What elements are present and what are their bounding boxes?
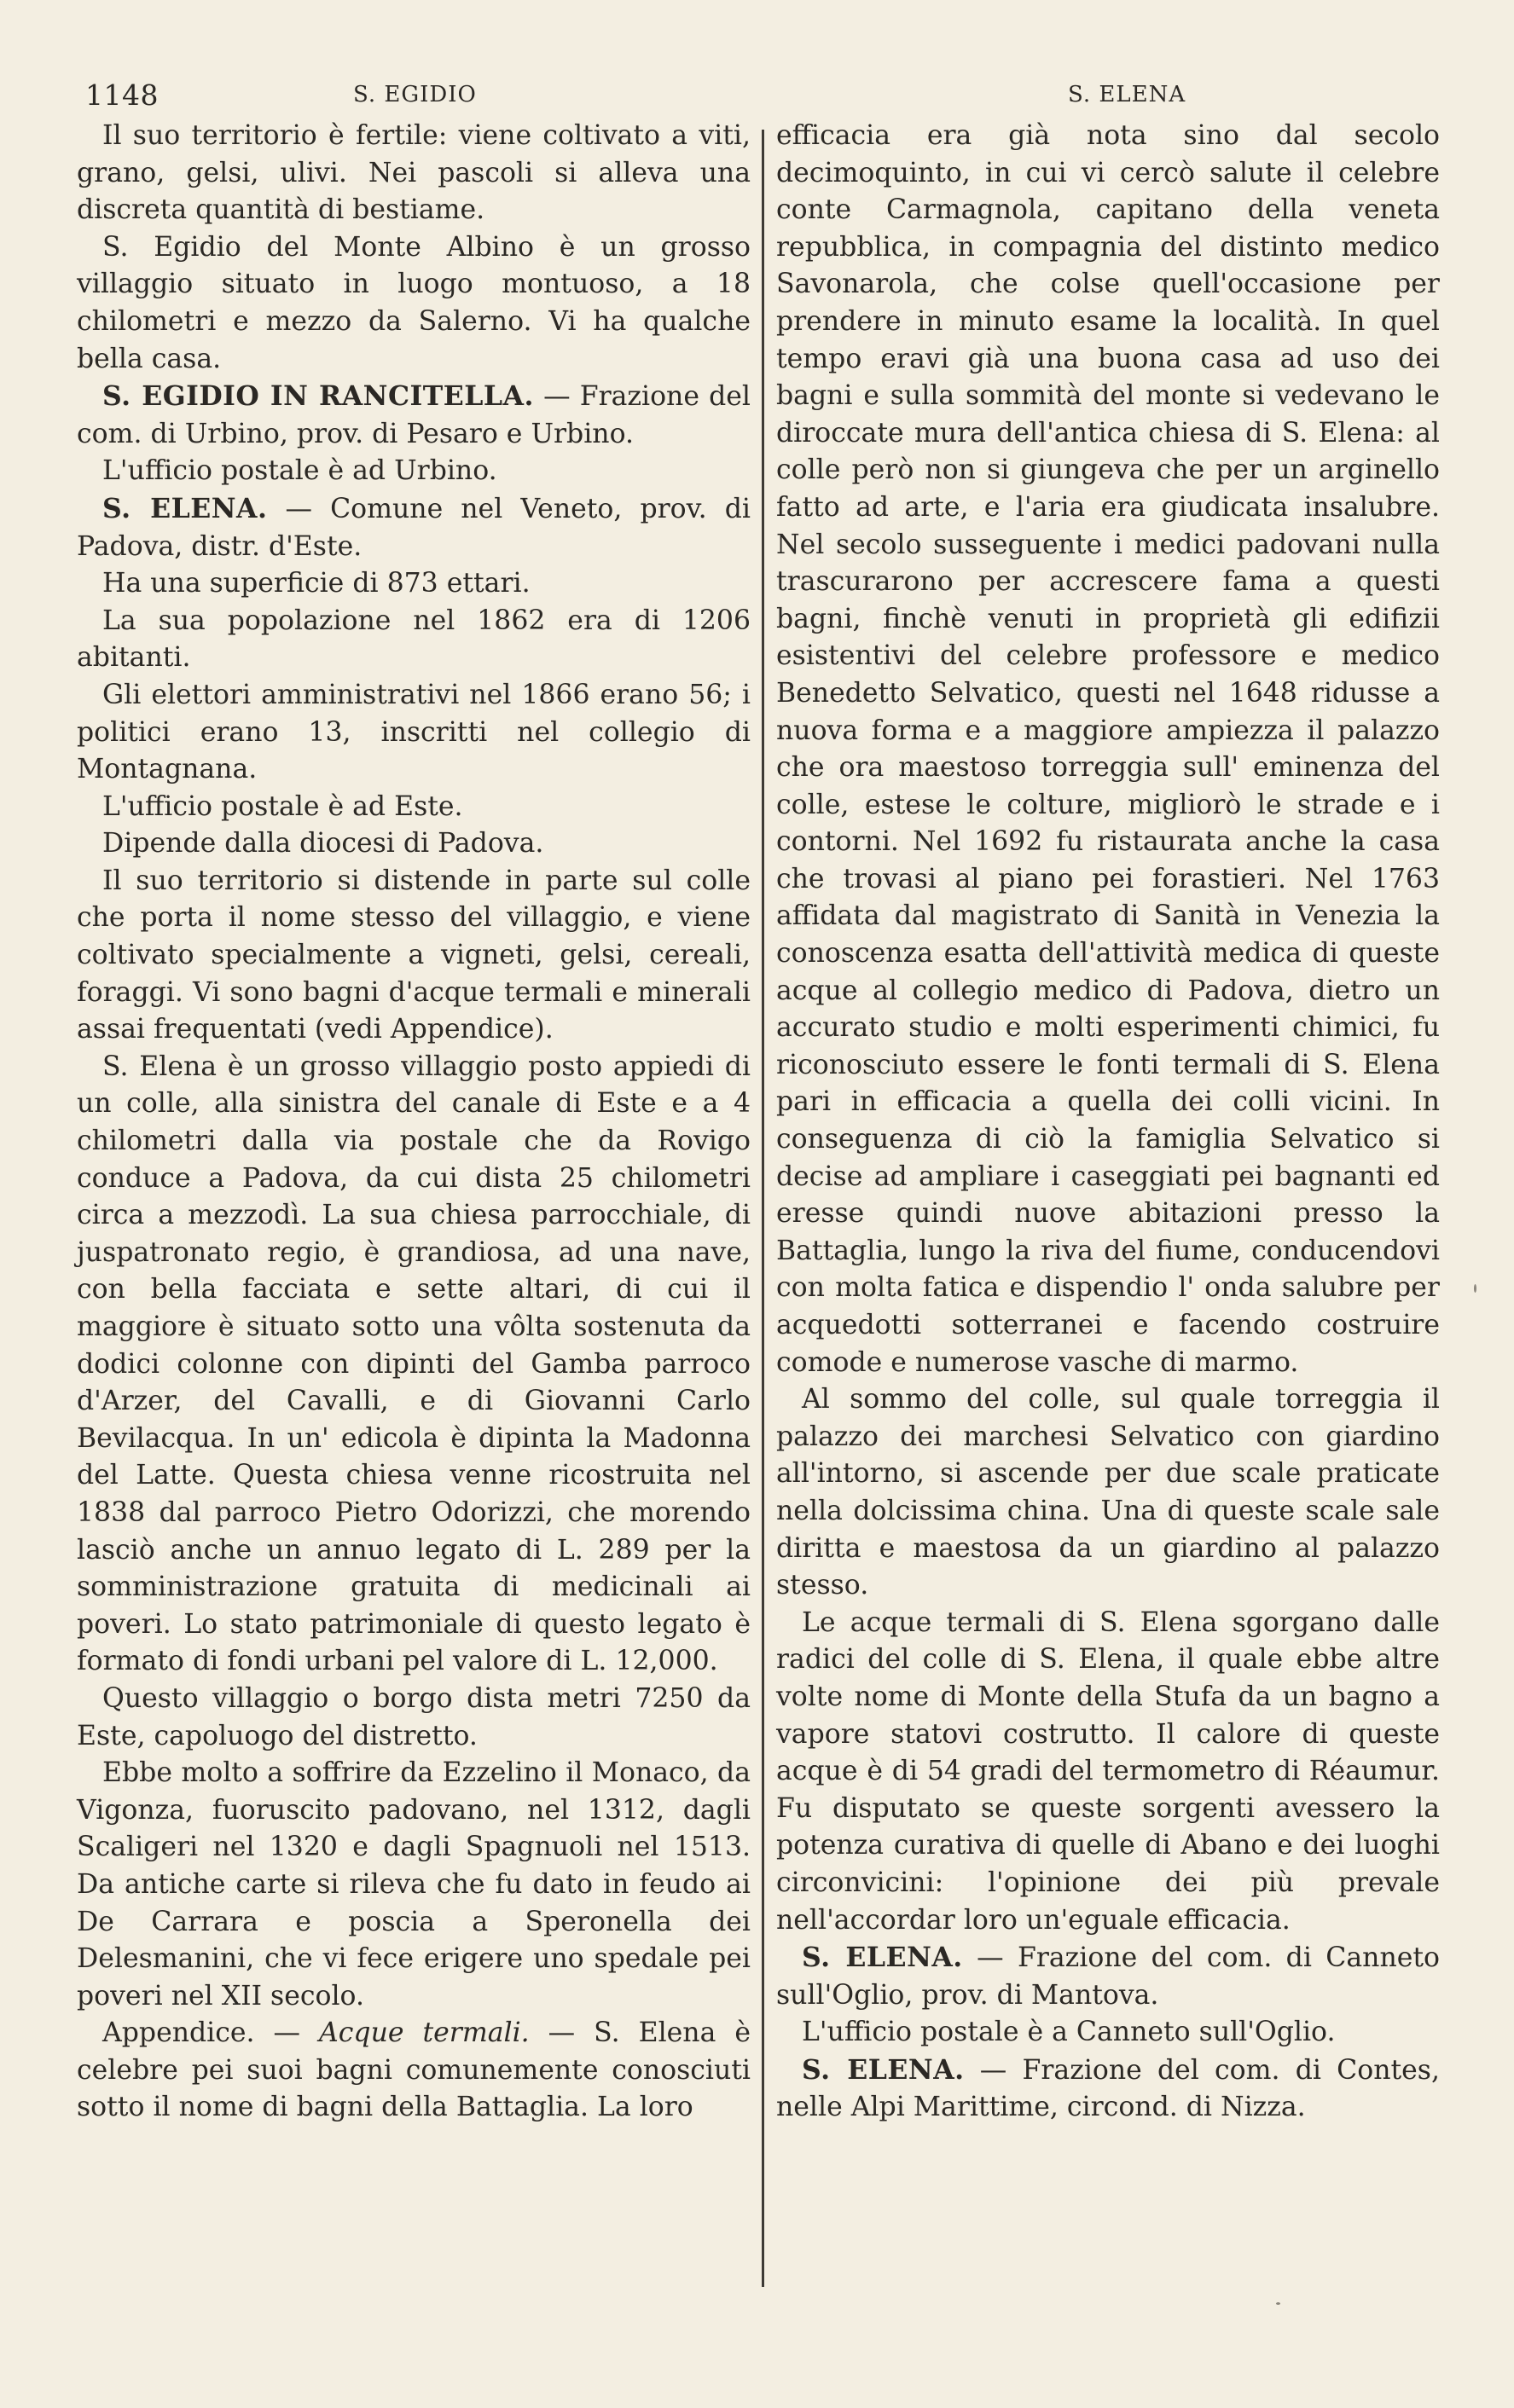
paragraph: La sua popolazione nel 1862 era di 1206 abitanti. (77, 605, 751, 674)
entry-paragraph: S. ELENA. — Comune nel Veneto, prov. di Padova, distr. d'Este. (77, 492, 751, 562)
paper-speck (1276, 2302, 1280, 2305)
page-header (0, 78, 1514, 113)
right-running-head: S. ELENA (1068, 82, 1186, 107)
entry-heading: S. EGIDIO IN RANCITELLA. (102, 380, 534, 413)
entry-paragraph: S. EGIDIO IN RANCITELLA. — Frazione del com. di Urbino, prov. di Pesaro e Urbino. (77, 380, 751, 449)
paragraph: efficacia era già nota sino dal secolo decimoquinto, in cui vi cercò salute il celebre conte Carmagnola, capitano della veneta repubblica, in compagnia del distinto medico Savonarola, che colse quell'occasione per prendere in minuto esame la località. In quel tempo eravi già una buona casa ad uso dei bagni e sulla sommità del monte si vedevano le diroccate mura dell'antica chiesa di S. Elena: al colle però non si giungeva che per un arginello fatto ad arte, e l'aria era giudicata insalubre. Nel secolo susseguente i medici padovani nulla trascurarono per accrescere fama a questi bagni, finchè venuti in proprietà gli edifizii esistentivi del celebre professore e medico Benedetto Selvatico, questi nel 1648 ridusse a nuova forma e a maggiore ampiezza il palazzo che ora maestoso torreggia sull' eminenza del colle, estese le colture, migliorò le strade e i contorni. Nel 1692 fu ristaurata anche la casa che trovasi al piano pei forastieri. Nel 1763 affidata dal magistrato di Sanità in Venezia la conoscenza esatta dell'attività medica di queste acque al collegio medico di Padova, dietro un accurato studio e molti esperimenti chimici, fu riconosciuto essere le fonti termali di S. Elena pari in efficacia a quella dei colli vicini. In conseguenza di ciò la famiglia Selvatico si decise ad ampliare i caseggiati pei bagnanti ed eresse quindi nuove abitazioni presso la Battaglia, lungo la riva del fiume, conducendovi con molta fatica e dispendio l' onda salubre per acquedotti sotterranei e facendo costruire comode e numerose vasche di marmo. (776, 120, 1440, 1378)
appendix-subtitle: Acque termali. (319, 2017, 530, 2049)
appendix-label: Appendice. — (102, 2017, 320, 2049)
paragraph: Al sommo del colle, sul quale torreggia il palazzo dei marchesi Selvatico con giardino all'intorno, si ascende per due scale praticate nella dolcissima china. Una di queste scale sale diritta e maestosa da un giardino al palazzo stesso. (776, 1384, 1440, 1601)
paragraph: Ha una superficie di 873 ettari. (102, 568, 531, 599)
appendix-paragraph: Appendice. — Acque termali. — S. Elena è celebre pei suoi bagni comunemente conosciuti sotto il nome di bagni della Battaglia. La loro (77, 2017, 751, 2123)
entry-paragraph: S. ELENA. — Frazione del com. di Canneto sull'Oglio, prov. di Mantova. (776, 1942, 1440, 2011)
left-running-head: S. EGIDIO (353, 82, 477, 107)
right-column (776, 118, 1440, 2127)
paragraph: L'ufficio postale è ad Urbino. (102, 455, 497, 487)
page-number: 1148 (85, 78, 159, 112)
paragraph: Le acque termali di S. Elena sgorgano dalle radici del colle di S. Elena, il quale ebbe altre volte nome di Monte della Stufa da un bagno a vapore statovi costrutto. Il calore di queste acque è di 54 gradi del termometro di Réaumur. Fu disputato se queste sorgenti avessero la potenza curativa di quelle di Abano e dei luoghi circonvicini: l'opinione dei più prevale nell'accordar loro un'eguale efficacia. (776, 1606, 1440, 1936)
column-divider (762, 130, 764, 2287)
paragraph: S. Elena è un grosso villaggio posto appiedi di un colle, alla sinistra del canale di Este e a 4 chilometri dalla via postale che da Rovigo conduce a Padova, da cui dista 25 chilometri circa a mezzodì. La sua chiesa parrocchiale, di juspatronato regio, è grandiosa, ad una nave, con bella facciata e sette altari, di cui il maggiore è situato sotto una vôlta sostenuta da dodici colonne con dipinti del Gamba parroco d'Arzer, del Cavalli, e di Giovanni Carlo Bevilacqua. In un' edicola è dipinta la Madonna del Latte. Questa chiesa venne ricostruita nel 1838 dal parroco Pietro Odorizzi, che morendo lasciò anche un annuo legato di L. 289 per la somministrazione gratuita di medicinali ai poveri. Lo stato patrimoniale di questo legato è formato di fondi urbani pel valore di L. 12,000. (77, 1051, 751, 1677)
paper-speck (1474, 1284, 1476, 1293)
paragraph: L'ufficio postale è ad Este. (102, 790, 463, 822)
paragraph: S. Egidio del Monte Albino è un grosso villaggio situato in luogo montuoso, a 18 chilometri e mezzo da Salerno. Vi ha qualche bella casa. (77, 231, 751, 374)
entry-heading: S. ELENA. (102, 492, 268, 524)
paragraph: L'ufficio postale è a Canneto sull'Oglio. (802, 2017, 1336, 2048)
entry-paragraph: S. ELENA. — Frazione del com. di Contes, nelle Alpi Marittime, circond. di Nizza. (776, 2053, 1440, 2123)
paragraph: Ebbe molto a soffrire da Ezzelino il Monaco, da Vigonza, fuoruscito padovano, nel 1312, dagli Scaligeri nel 1320 e dagli Spagnuoli nel 1513. Da antiche carte si rileva che fu dato in feudo ai De Carrara e poscia a Speronella dei Delesmanini, che vi fece erigere uno spedale pei poveri nel XII secolo. (77, 1757, 751, 2011)
paragraph: Questo villaggio o borgo dista metri 7250 da Este, capoluogo del distretto. (77, 1682, 751, 1751)
paragraph: Il suo territorio è fertile: viene coltivato a viti, grano, gelsi, ulivi. Nei pascoli si alleva una discreta quantità di bestiame. (77, 120, 751, 226)
paragraph: Il suo territorio si distende in parte sul colle che porta il nome stesso del villaggio, e viene coltivato specialmente a vigneti, gelsi, cereali, foraggi. Vi sono bagni d'acque termali e minerali assai frequentati (vedi Appendice). (77, 865, 751, 1045)
entry-heading: S. ELENA. (802, 2053, 965, 2086)
left-column (77, 118, 751, 2127)
paragraph: Dipende dalla diocesi di Padova. (102, 828, 544, 860)
entry-heading: S. ELENA. (802, 1942, 963, 1974)
paragraph: Gli elettori amministrativi nel 1866 erano 56; i politici erano 13, inscritti nel collegio di Montagnana. (77, 679, 751, 785)
